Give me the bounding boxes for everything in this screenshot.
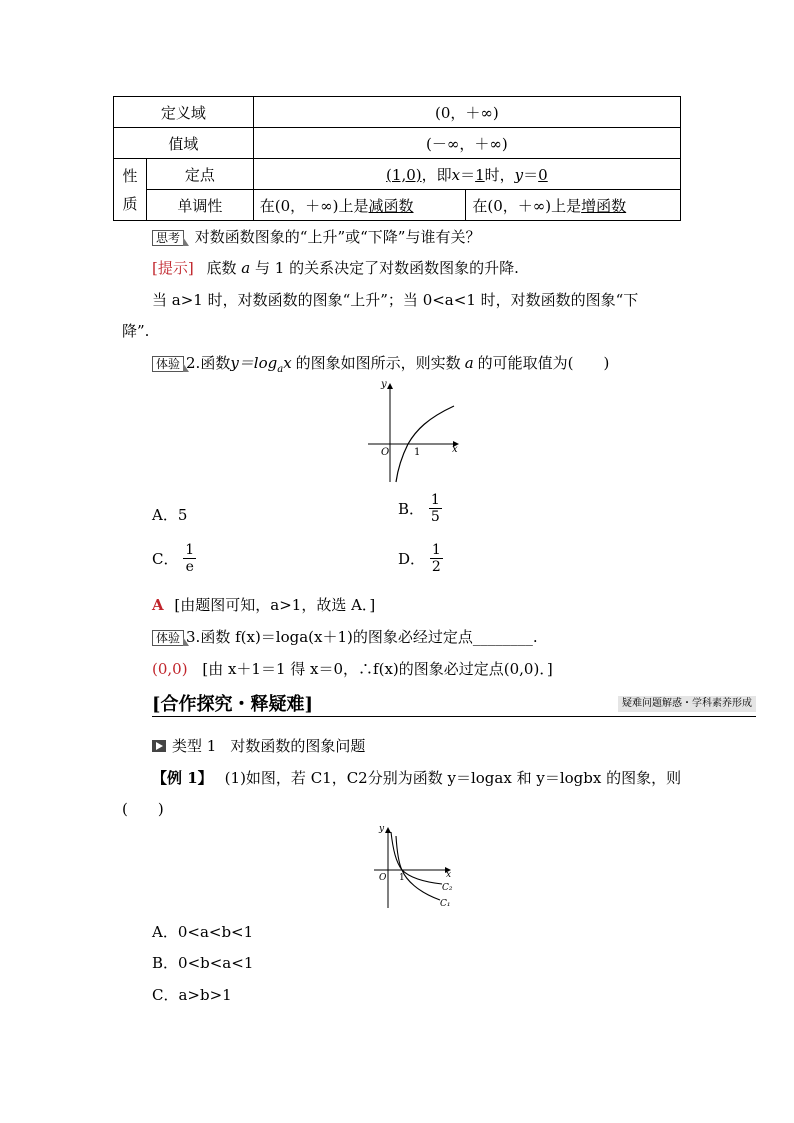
fixed-point-text: 时， (484, 165, 515, 184)
domain-label: 定义域 (114, 97, 254, 128)
numerator: 1 (430, 492, 440, 508)
q2-option-c[interactable] (152, 542, 196, 575)
monotonic-prefix: 在(0，＋∞)上是 (259, 196, 369, 215)
type1-title: 对数函数的图象问题 (230, 737, 366, 755)
domain-value: (0，＋∞) (253, 97, 680, 128)
q3-answer-text: [由 x＋1＝1 得 x＝0，∴f(x)的图象必过定点(0,0)．] (202, 660, 553, 678)
q2-option-d[interactable] (398, 542, 443, 575)
q2-answer-text: [由题图可知，a>1，故选 A．] (174, 596, 376, 614)
numerator: 1 (185, 542, 195, 558)
y-axis-label: y (379, 824, 385, 834)
tick-label-1: 1 (414, 447, 421, 458)
type1-heading (152, 735, 365, 756)
ex1-option-a[interactable]: A．0<a<b<1 (152, 923, 254, 941)
q3-stem-text: 3.函数 f(x)＝loga(x＋1)的图象必经过定点________. (186, 628, 538, 646)
properties-label-char-1: 性 (122, 166, 138, 185)
ex1-graph (370, 822, 460, 910)
equals: ＝ (460, 165, 476, 184)
fixed-point-x-value: 1 (475, 165, 485, 184)
origin-label: O (381, 447, 390, 458)
monotonic-increasing (466, 190, 681, 221)
section-title: [合作探究・释疑难] (152, 694, 314, 715)
q2-stem-text: 的可能取值为( ) (477, 354, 610, 372)
curve-c1-label: C₁ (440, 899, 451, 909)
q2-var-x: x (283, 354, 292, 372)
fraction (430, 542, 443, 575)
q2-stem-text: 2.函数 (186, 354, 231, 372)
table-row (114, 190, 681, 221)
q2-answer-letter: A (152, 596, 164, 614)
experience-tag: 体验 (152, 630, 184, 646)
ex1-option-c[interactable]: C．a>b>1 (152, 986, 232, 1004)
ex1-stem-line2: ( ) (122, 800, 164, 818)
log-properties-table (113, 96, 681, 221)
x-axis-label: x (452, 444, 458, 455)
numerator: 1 (431, 542, 441, 558)
option-label: D． (398, 550, 426, 568)
table-row (114, 97, 681, 128)
q2-graph (364, 378, 464, 486)
range-label: 值域 (114, 128, 254, 159)
q2-base: a (277, 364, 284, 375)
ex1-stem (152, 767, 681, 788)
tick-label-1: 1 (399, 873, 405, 883)
ex1-option-b[interactable]: B．0<b<a<1 (152, 954, 254, 972)
ex1-label: 【例 1】 (152, 769, 213, 787)
hint-label: [提示] (152, 259, 194, 277)
hint-var-a: a (241, 259, 251, 277)
x-axis-label: x (446, 870, 452, 880)
q3-stem (152, 626, 538, 647)
y-axis-label: y (381, 379, 387, 390)
equals: ＝ (523, 165, 539, 184)
properties-label (114, 159, 147, 221)
monotonic-label: 单调性 (146, 190, 253, 221)
monotonic-prefix: 在(0，＋∞)上是 (472, 196, 582, 215)
hint-text: 底数 (206, 259, 237, 277)
play-triangle-icon (152, 740, 166, 752)
experience-tag: 体验 (152, 356, 184, 372)
q2-option-b[interactable] (398, 492, 442, 525)
q2-stem (152, 352, 609, 375)
think-question-text: 对数函数图象的“上升”或“下降”与谁有关？ (194, 228, 481, 246)
curve-c2-label: C₂ (442, 883, 453, 893)
fixed-point-coord: (1,0) (386, 165, 422, 184)
denominator: 2 (431, 559, 441, 575)
fraction (429, 492, 442, 525)
think-hint (152, 257, 519, 278)
denominator: 5 (430, 509, 440, 525)
var-y: y (514, 165, 524, 184)
origin-label: O (379, 873, 387, 883)
var-x: x (451, 165, 461, 184)
q2-var-a: a (464, 354, 474, 372)
think-line4: 降”. (122, 322, 150, 340)
curve-c1 (396, 836, 440, 900)
table-row (114, 159, 681, 190)
q2-answer (152, 594, 375, 615)
fixed-point-label: 定点 (146, 159, 253, 190)
think-tag: 思考 (152, 230, 184, 246)
ex1-stem-text: (1)如图，若 C1，C2分别为函数 y＝logax 和 y＝logbx 的图象，则 (224, 769, 682, 787)
fixed-point-value (253, 159, 680, 190)
option-label: B． (398, 500, 425, 518)
type1-label: 类型 1 (172, 737, 217, 755)
monotonic-decreasing (253, 190, 466, 221)
properties-label-char-2: 质 (122, 194, 138, 213)
think-question (152, 226, 480, 247)
fraction (183, 542, 196, 575)
q2-option-a[interactable]: A．5 (152, 506, 188, 524)
q2-stem-text: 的图象如图所示，则实数 (295, 354, 461, 372)
think-line3: 当 a>1 时，对数函数的图象“上升”；当 0<a<1 时，对数函数的图象“下 (152, 291, 639, 309)
decreasing-function: 减函数 (368, 196, 414, 215)
option-label: C． (152, 550, 179, 568)
fixed-point-text: ，即 (421, 165, 452, 184)
range-value: (－∞，＋∞) (253, 128, 680, 159)
hint-text: 与 1 的关系决定了对数函数图象的升降. (255, 259, 519, 277)
section-header (152, 692, 756, 717)
section-subtitle: 疑难问题解惑・学科素养形成 (618, 696, 756, 712)
denominator: e (185, 559, 194, 575)
q3-answer (152, 658, 553, 679)
q2-func: y＝log (230, 354, 278, 372)
fixed-point-y-value: 0 (538, 165, 548, 184)
increasing-function: 增函数 (581, 196, 627, 215)
q3-answer-point: (0,0) (152, 660, 188, 678)
table-row (114, 128, 681, 159)
